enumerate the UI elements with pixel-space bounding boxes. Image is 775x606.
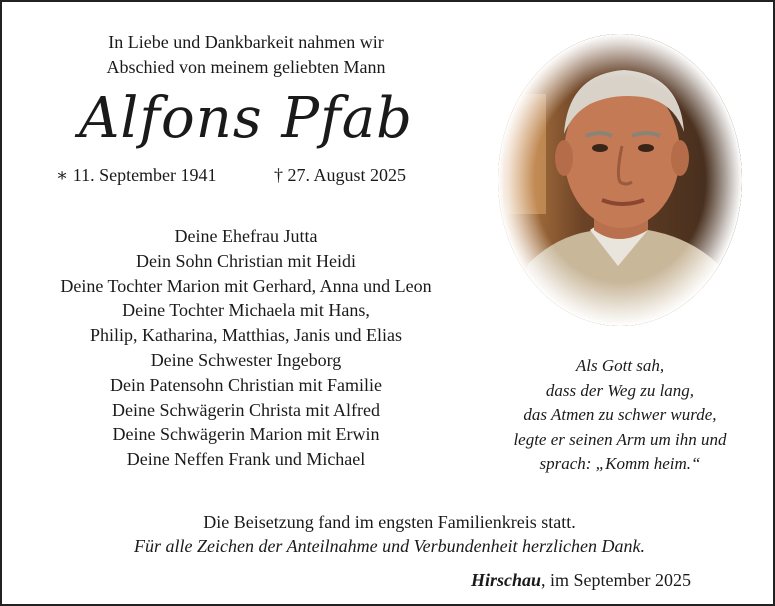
relative-line: Dein Sohn Christian mit Heidi [136,250,356,271]
poem-line: legte er seinen Arm um ihn und [513,429,727,449]
place-date [471,568,691,593]
poem-line: dass der Weg zu lang, [545,380,695,400]
date-text: , im September 2025 [541,570,691,590]
relative-line: Deine Schwägerin Christa mit Alfred [112,399,380,420]
poem-line: Als Gott sah, [575,356,665,375]
intro-text [22,30,470,80]
birth-date: ∗ 11. September 1941 [56,165,217,185]
life-dates [2,162,462,188]
portrait-illustration [498,34,742,326]
death-date: † 27. August 2025 [274,165,407,185]
relative-line: Deine Schwägerin Marion mit Erwin [112,424,380,445]
intro-line-1: In Liebe und Dankbarkeit nahmen wir [108,32,384,52]
relative-line: Deine Neffen Frank und Michael [126,449,366,470]
poem [486,354,754,477]
place-name: Hirschau [470,570,542,590]
poem-line: sprach: „Komm heim.“ [539,454,701,473]
relatives-list [14,224,478,472]
poem-line: das Atmen zu schwer wurde, [523,405,717,424]
relative-line: Deine Tochter Marion mit Gerhard, Anna und Leon [60,275,432,296]
portrait-photo [498,34,742,326]
relative-line: Deine Ehefrau Jutta [174,226,318,246]
relative-line: Dein Patensohn Christian mit Familie [110,374,382,395]
relative-line: Deine Tochter Michaela mit Hans, [122,300,370,321]
relative-line: Deine Schwester Ingeborg [150,349,342,370]
burial-note: Die Beisetzung fand im engsten Familienkreis statt. [203,512,576,532]
relative-line: Philip, Katharina, Matthias, Janis und Elias [90,325,402,346]
deceased-name: Alfons Pfab [78,86,414,151]
thanks-note: Für alle Zeichen der Anteilnahme und Verbundenheit herzlichen Dank. [133,536,646,556]
intro-line-2: Abschied von meinem geliebten Mann [106,57,386,77]
